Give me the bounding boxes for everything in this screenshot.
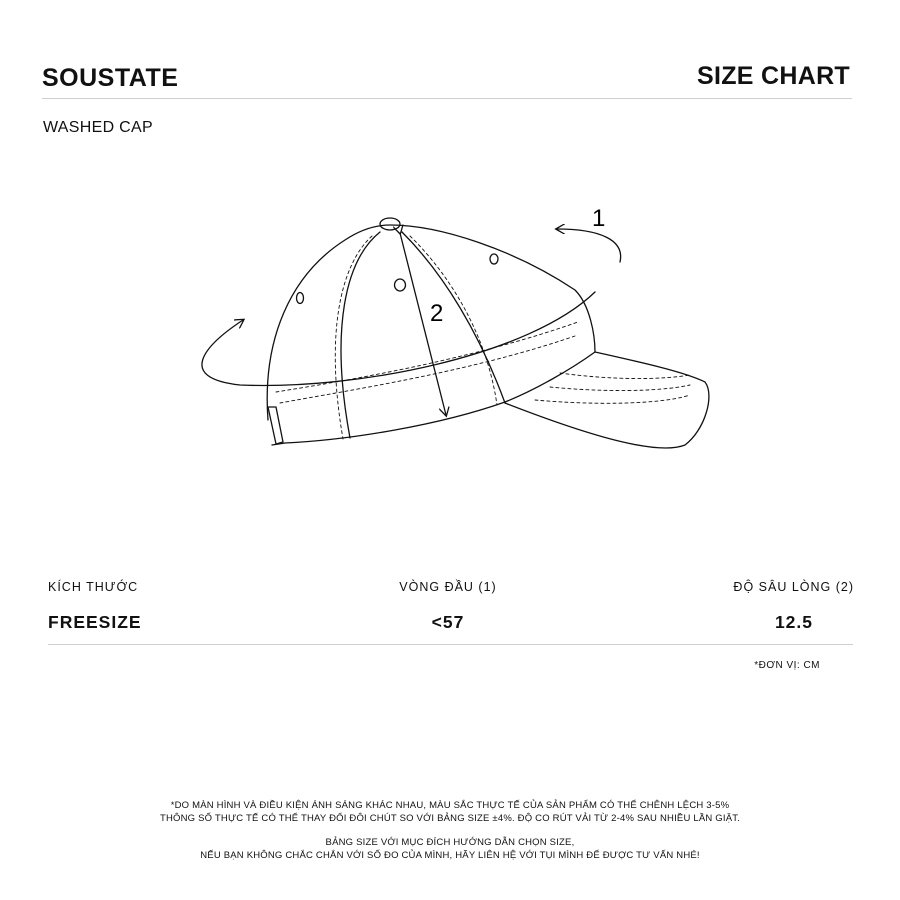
disclaimer: [0, 800, 900, 862]
table-divider: [48, 644, 853, 645]
circumference-arrow-front: [202, 292, 595, 385]
circumference-arrow-back: [557, 229, 621, 262]
disclaimer-line: NẾU BẠN KHÔNG CHẮC CHẮN VỚI SỐ ĐO CỦA MÌNH, HÃY LIÊN HỆ VỚI TỤI MÌNH ĐỂ ĐƯỢC TƯ VẤN NHÉ!: [200, 849, 700, 861]
cap-crown-outline: [267, 225, 595, 445]
cell-depth: 12.5: [774, 612, 813, 632]
label-2: 2: [430, 300, 444, 327]
header-circumference: VÒNG ĐẦU (1): [399, 580, 497, 594]
label-1: 1: [592, 205, 606, 232]
header-size: KÍCH THƯỚC: [48, 580, 139, 594]
product-name: WASHED CAP: [43, 119, 153, 136]
header-divider: [42, 98, 852, 99]
disclaimer-line: BẢNG SIZE VỚI MỤC ĐÍCH HƯỚNG DẪN CHỌN SIZE,: [325, 837, 575, 848]
cap-button: [380, 218, 400, 230]
cap-eyelet: [490, 254, 498, 264]
cap-eyelet: [395, 279, 406, 291]
brand-logo: SOUSTATE: [42, 64, 179, 92]
header-depth: ĐỘ SÂU LÒNG (2): [733, 580, 854, 594]
cap-eyelet: [297, 293, 304, 304]
unit-note: *ĐƠN VỊ: CM: [754, 660, 820, 671]
cap-panel-seam: [341, 232, 380, 438]
page-title: SIZE CHART: [697, 62, 850, 90]
cell-circumference: <57: [431, 612, 465, 632]
disclaimer-line: THÔNG SỐ THỰC TẾ CÓ THỂ THAY ĐỔI ĐÔI CHÚT SO VỚI BẢNG SIZE ±4%. ĐỘ CO RÚT VẢI TỪ 2-4% SAU NHIỀU LẦN GIẶT.: [159, 812, 741, 824]
cell-size: FREESIZE: [48, 612, 142, 632]
cap-diagram: [195, 195, 715, 460]
disclaimer-line: *DO MÀN HÌNH VÀ ĐIỀU KIỆN ÁNH SÁNG KHÁC NHAU, MÀU SẮC THỰC TẾ CỦA SẢN PHẨM CÓ THỂ CHÊNH LỆCH 3-5%: [170, 800, 730, 811]
cap-strap: [268, 407, 283, 444]
